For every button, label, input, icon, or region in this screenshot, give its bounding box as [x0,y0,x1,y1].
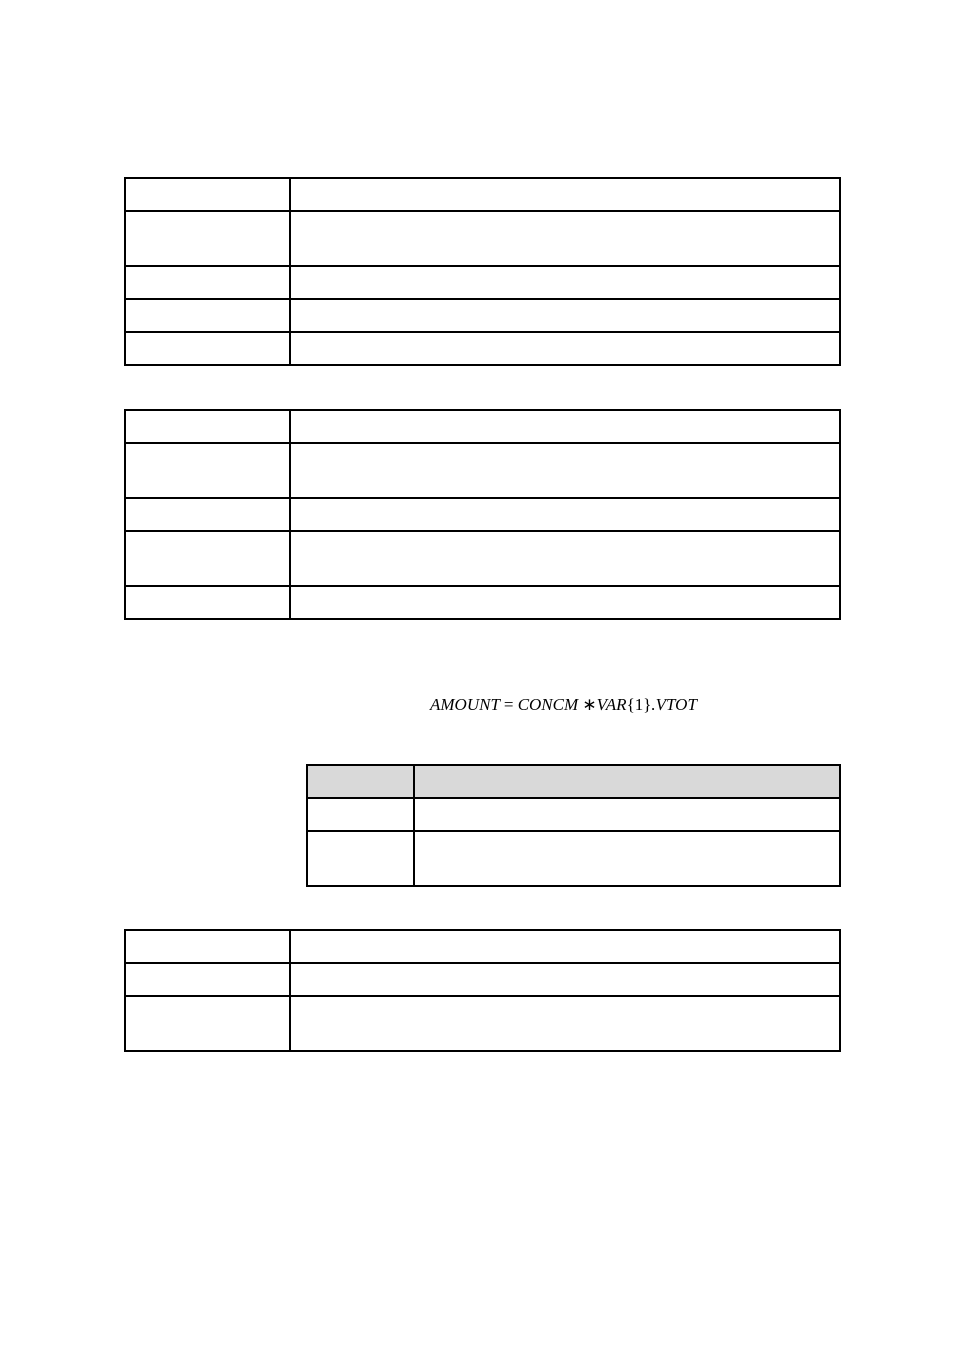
formula-lhs: AMOUNT [430,695,500,714]
formula-term-var: VAR [596,695,627,714]
row-value [290,299,840,332]
formula-equals: = [503,695,514,714]
row-value [290,410,840,443]
table-row [125,930,840,963]
table-row [307,831,840,886]
row-value [290,211,840,266]
table-row [125,996,840,1051]
table-row [125,586,840,619]
row-label [125,531,290,586]
row-label [125,498,290,531]
row-value [414,831,840,886]
table-row [125,178,840,211]
row-label [125,178,290,211]
row-value [290,332,840,365]
row-value [290,443,840,498]
row-label [125,586,290,619]
row-value [290,498,840,531]
table-row [125,963,840,996]
row-label [307,831,414,886]
variables-table [306,764,841,887]
row-value [290,963,840,996]
row-label [125,963,290,996]
header-cell [307,765,414,798]
formula-term-vtot: .VTOT [651,695,697,714]
table-row [125,443,840,498]
row-value [414,798,840,831]
row-label [125,996,290,1051]
properties-table-2 [124,409,841,620]
row-label [125,299,290,332]
row-value [290,178,840,211]
row-label [125,332,290,365]
row-value [290,531,840,586]
row-label [307,798,414,831]
row-label [125,930,290,963]
table-row [125,299,840,332]
table-row [307,798,840,831]
row-label [125,211,290,266]
row-label [125,266,290,299]
table-row [125,531,840,586]
amount-formula [430,695,697,715]
row-value [290,996,840,1051]
formula-term-concm: CONCM [517,695,579,714]
table-row [125,498,840,531]
header-cell [414,765,840,798]
row-value [290,266,840,299]
row-label [125,410,290,443]
table-header-row [307,765,840,798]
row-value [290,930,840,963]
properties-table-3 [124,929,841,1052]
table-row [125,211,840,266]
table-row [125,332,840,365]
row-label [125,443,290,498]
row-value [290,586,840,619]
formula-multiply: ∗ [582,695,597,714]
table-row [125,266,840,299]
properties-table-1 [124,177,841,366]
table-row [125,410,840,443]
formula-index: {1} [626,695,652,714]
